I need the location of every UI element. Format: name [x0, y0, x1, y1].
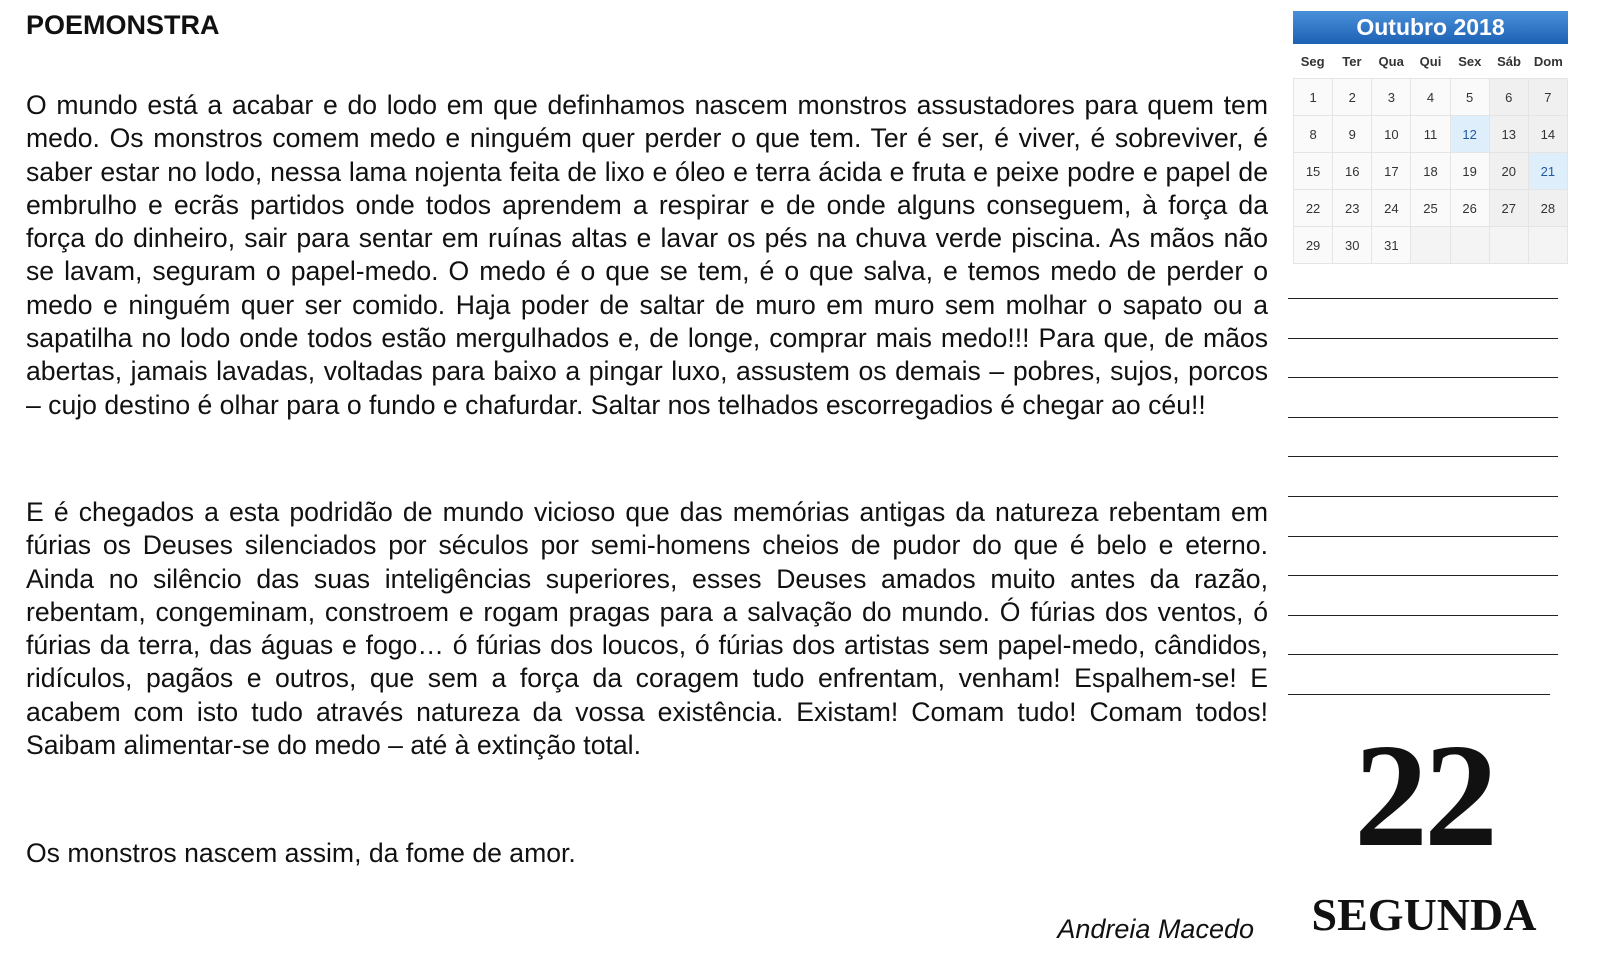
calendar-day: 26: [1451, 190, 1490, 227]
calendar-day: 28: [1529, 190, 1568, 227]
calendar-day-grid: [1293, 78, 1568, 264]
calendar-day: 16: [1333, 153, 1372, 190]
calendar-day: 4: [1411, 79, 1450, 116]
calendar-weekday: Ter: [1342, 53, 1362, 69]
calendar-day: 27: [1490, 190, 1529, 227]
calendar-day: 29: [1294, 227, 1333, 264]
calendar-day: 25: [1411, 190, 1450, 227]
calendar-day: 24: [1372, 190, 1411, 227]
calendar-day: 17: [1372, 153, 1411, 190]
calendar-day: 23: [1333, 190, 1372, 227]
calendar-day: 6: [1490, 79, 1529, 116]
note-line: [1288, 536, 1558, 537]
calendar-day: 18: [1411, 153, 1450, 190]
calendar-day: 13: [1490, 116, 1529, 153]
calendar-day: 20: [1490, 153, 1529, 190]
note-line: [1288, 338, 1558, 339]
calendar-day: 19: [1451, 153, 1490, 190]
calendar-weekday-row: [1293, 44, 1568, 78]
calendar-empty-cell: [1451, 227, 1490, 264]
calendar-weekday: Sex: [1458, 53, 1482, 69]
calendar-month-title: Outubro 2018: [1293, 11, 1568, 44]
poem-paragraph-1: O mundo está a acabar e do lodo em que definhamos nascem monstros assustadores para quem tem medo. Os monstros comem medo e ninguém quer perder o que tem. Ter é ser, é viver, é sobreviver, é saber estar no lodo, nessa lama nojenta feita de lixo e óleo e terra ácida e fruta e peixe podre e papel de embrulho e ecrãs partidos onde todos aprendem a respirar e de onde alguns conseguem, à força da força do dinheiro, sair para sentar em ruínas altas e lavar os pés na chuva verde piscina. As mãos não se lavam, seguram o papel-medo. O medo é o que se tem, é o que salva, e temos medo de perder o medo e ninguém quer ser comido. Haja poder de saltar de muro em muro sem molhar o sapato ou a sapatilha no lodo onde todos estão mergulhados e, de longe, comprar mais medo!!! Para que, de mãos abertas, jamais lavadas, voltadas para baixo a pingar luxo, assustem os demais – pobres, sujos, porcos – cujo destino é olhar para o fundo e chafurdar. Saltar nos telhados escorregadios é chegar ao céu!!: [26, 90, 1268, 420]
calendar-day: 2: [1333, 79, 1372, 116]
calendar-day: 21: [1529, 153, 1568, 190]
calendar-empty-cell: [1411, 227, 1450, 264]
note-line: [1288, 496, 1558, 497]
calendar-day: 5: [1451, 79, 1490, 116]
notes-lines: [1288, 298, 1558, 734]
note-line: [1288, 615, 1558, 616]
day-number: 22: [1354, 714, 1494, 878]
calendar-day: 10: [1372, 116, 1411, 153]
author-signature: Andreia Macedo: [1057, 914, 1254, 944]
calendar-day: 8: [1294, 116, 1333, 153]
weekday-name: SEGUNDA: [1311, 889, 1537, 940]
calendar-empty-cell: [1529, 227, 1568, 264]
calendar-day: 3: [1372, 79, 1411, 116]
poem-paragraph-2: E é chegados a esta podridão de mundo vicioso que das memórias antigas da natureza rebentam em fúrias os Deuses silenciados por séculos por semi-homens cheios de pudor do que é belo e eterno. Ainda no silêncio das suas inteligências superiores, esses Deuses amados muito antes da razão, rebentam, congeminam, constroem e rogam pragas para a salvação do mundo. Ó fúrias dos ventos, ó fúrias da terra, das águas e fogo… ó fúrias dos loucos, ó fúrias dos artistas sem papel-medo, cândidos, ridículos, pagãos e outros, que sem a força da coragem tudo enfrentam, venham! Espalhem-se! E acabem com isto tudo através natureza da vossa existência. Existam! Comam tudo! Comam todos! Saibam alimentar-se do medo – até à extinção total.: [26, 497, 1268, 761]
note-line: [1288, 377, 1558, 378]
calendar-day: 15: [1294, 153, 1333, 190]
note-line: [1288, 456, 1558, 457]
calendar-weekday: Dom: [1533, 53, 1563, 69]
calendar-day: 11: [1411, 116, 1450, 153]
calendar-day: 31: [1372, 227, 1411, 264]
calendar-day: 30: [1333, 227, 1372, 264]
note-line: [1288, 298, 1558, 299]
calendar-weekday: Qui: [1419, 53, 1442, 69]
calendar-day: 14: [1529, 116, 1568, 153]
note-line: [1288, 575, 1558, 576]
calendar-day: 12: [1451, 116, 1490, 153]
calendar-weekday: Qua: [1378, 53, 1404, 69]
calendar-weekday: Seg: [1300, 53, 1325, 69]
note-line: [1288, 417, 1558, 418]
calendar-day: 1: [1294, 79, 1333, 116]
month-calendar: [1293, 11, 1568, 264]
calendar-empty-cell: [1490, 227, 1529, 264]
note-line: [1288, 694, 1550, 696]
calendar-weekday: Sáb: [1497, 53, 1521, 69]
poem-title: POEMONSTRA: [26, 10, 220, 40]
calendar-day: 9: [1333, 116, 1372, 153]
note-line: [1288, 654, 1558, 655]
calendar-day: 22: [1294, 190, 1333, 227]
poem-paragraph-3: Os monstros nascem assim, da fome de amor.: [26, 838, 576, 868]
calendar-day: 7: [1529, 79, 1568, 116]
